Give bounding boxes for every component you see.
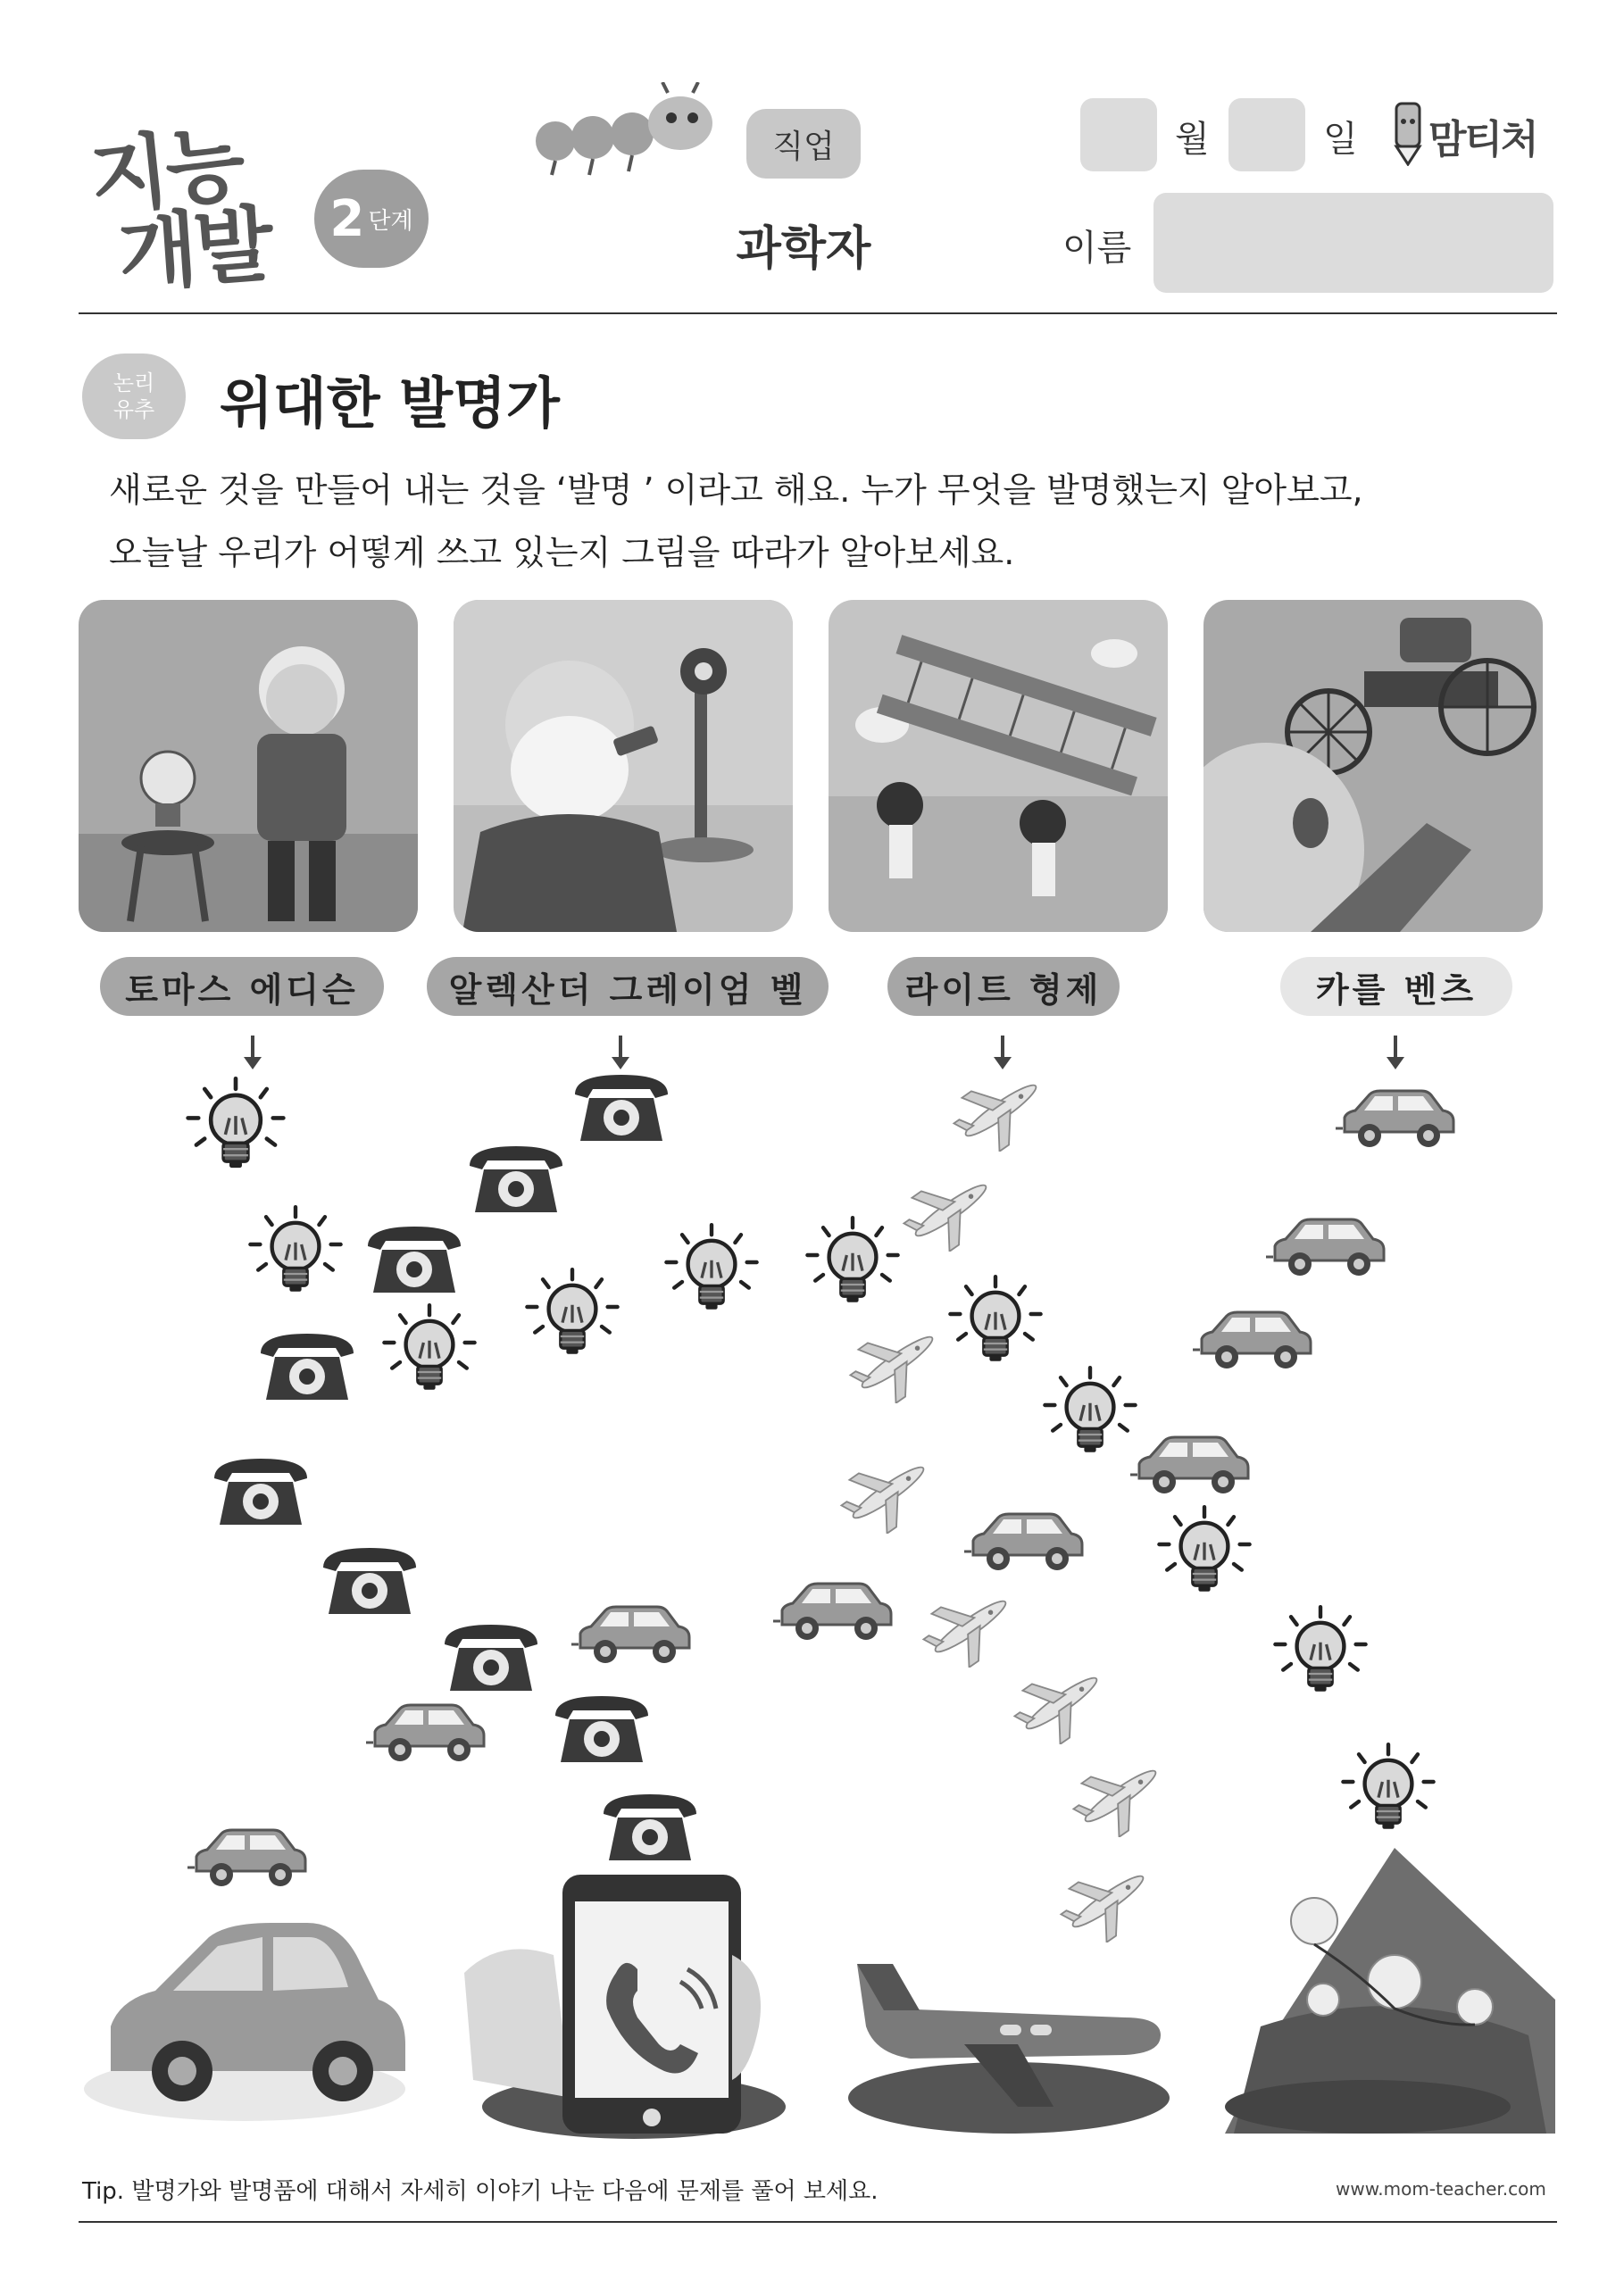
inventor-name-edison: 토마스 에디슨 [100, 957, 384, 1016]
telephone-icon [568, 1068, 675, 1148]
brand-logo [1389, 98, 1559, 170]
telephone-icon [437, 1618, 545, 1698]
edison-scene [79, 600, 418, 932]
lightbulb-icon [1271, 1605, 1370, 1703]
month-label: 월 [1175, 119, 1210, 160]
smartphone-picture [446, 1866, 804, 2142]
month-input[interactable] [1080, 98, 1157, 171]
car-icon [1130, 1428, 1255, 1500]
section-badge-line-1: 논리 [112, 370, 155, 395]
caterpillar-icon [529, 82, 743, 189]
day-input[interactable] [1228, 98, 1305, 171]
instruction-line-1: 새로운 것을 만들어 내는 것을 ‘발명 ’ 이라고 해요. 누가 무엇을 발명했는지 알아보고, [109, 470, 1363, 510]
lightbulb-icon [523, 1268, 621, 1366]
inventor-name-wright: 라이트 형제 [887, 957, 1120, 1016]
lightbulb-icon [662, 1223, 761, 1321]
day-label: 일 [1323, 119, 1358, 160]
telephone-icon [548, 1689, 655, 1769]
inventor-panel-bell [454, 600, 793, 932]
car-icon [773, 1575, 898, 1646]
inventor-panel-edison [79, 600, 418, 932]
airplane-icon [1012, 1662, 1111, 1744]
telephone-icon [596, 1787, 704, 1868]
wright-scene [829, 600, 1168, 932]
section-badge [82, 354, 186, 439]
lightbulb-icon [946, 1275, 1045, 1373]
arrow-down-icon [993, 1036, 1012, 1071]
car-icon [366, 1696, 491, 1768]
car-icon [571, 1598, 696, 1669]
benz-scene [1203, 600, 1543, 932]
telephone-icon [316, 1541, 423, 1621]
lightbulb-icon [804, 1216, 902, 1314]
category-tag: 직업 [746, 109, 861, 179]
airplane-icon [839, 1452, 937, 1534]
bell-scene [454, 600, 793, 932]
lightbulb-icon [1155, 1505, 1253, 1603]
telephone-icon [462, 1139, 570, 1219]
lightbulb-icon [1041, 1366, 1139, 1464]
brand-name: 맘티처 [1428, 117, 1537, 162]
lightbulb-icon [380, 1303, 479, 1402]
footer-divider [79, 2221, 1557, 2223]
inventor-name-bell: 알렉산더 그레이엄 벨 [427, 957, 829, 1016]
airplane-icon [902, 1169, 1000, 1252]
arrow-down-icon [611, 1036, 630, 1071]
tip-text: Tip. 발명가와 발명품에 대해서 자세히 이야기 나눈 다음에 문제를 풀어 보세요. [82, 2178, 879, 2205]
level-number: 2 [329, 189, 365, 248]
airplane-icon [1071, 1755, 1170, 1837]
level-badge [314, 170, 429, 268]
lightbulb-icon [1339, 1743, 1437, 1841]
section-badge-line-2: 유추 [112, 397, 155, 422]
header-divider [79, 312, 1557, 314]
website-url[interactable]: www.mom-teacher.com [1336, 2178, 1546, 2200]
airplane-icon [921, 1585, 1020, 1668]
arrow-down-icon [243, 1036, 262, 1071]
instruction-line-2: 오늘날 우리가 어떻게 쓰고 있는지 그림을 따라가 알아보세요. [109, 533, 1015, 572]
airplane-icon [848, 1321, 946, 1403]
car-icon [187, 1821, 312, 1893]
section-title: 위대한 발명가 [220, 370, 560, 436]
telephone-icon [207, 1452, 314, 1532]
car-icon [1336, 1082, 1461, 1153]
lightbulb-icon [246, 1205, 345, 1303]
airplane-icon [952, 1069, 1050, 1152]
logo-line-2: 개발 [114, 196, 273, 303]
inventor-panel-wright [829, 600, 1168, 932]
name-input[interactable] [1153, 193, 1553, 293]
car-icon [1193, 1303, 1318, 1375]
christmas-tree-lights-picture [1225, 1848, 1555, 2134]
name-label: 이름 [1062, 228, 1132, 269]
pencil-mascot-icon [1389, 100, 1427, 166]
modern-airplane-picture [839, 1928, 1178, 2134]
arrow-down-icon [1386, 1036, 1405, 1071]
telephone-icon [361, 1219, 468, 1300]
inventor-panel-benz [1203, 600, 1543, 932]
car-icon [1266, 1210, 1391, 1282]
modern-car-picture [75, 1901, 414, 2125]
level-unit: 단계 [368, 207, 413, 235]
occupation-title: 과학자 [736, 222, 871, 276]
logo-line-1: 지능 [85, 115, 246, 227]
logo [82, 105, 314, 303]
telephone-icon [254, 1327, 361, 1407]
lightbulb-icon [184, 1077, 287, 1180]
car-icon [964, 1505, 1089, 1576]
inventor-name-benz: 카를 벤츠 [1280, 957, 1512, 1016]
